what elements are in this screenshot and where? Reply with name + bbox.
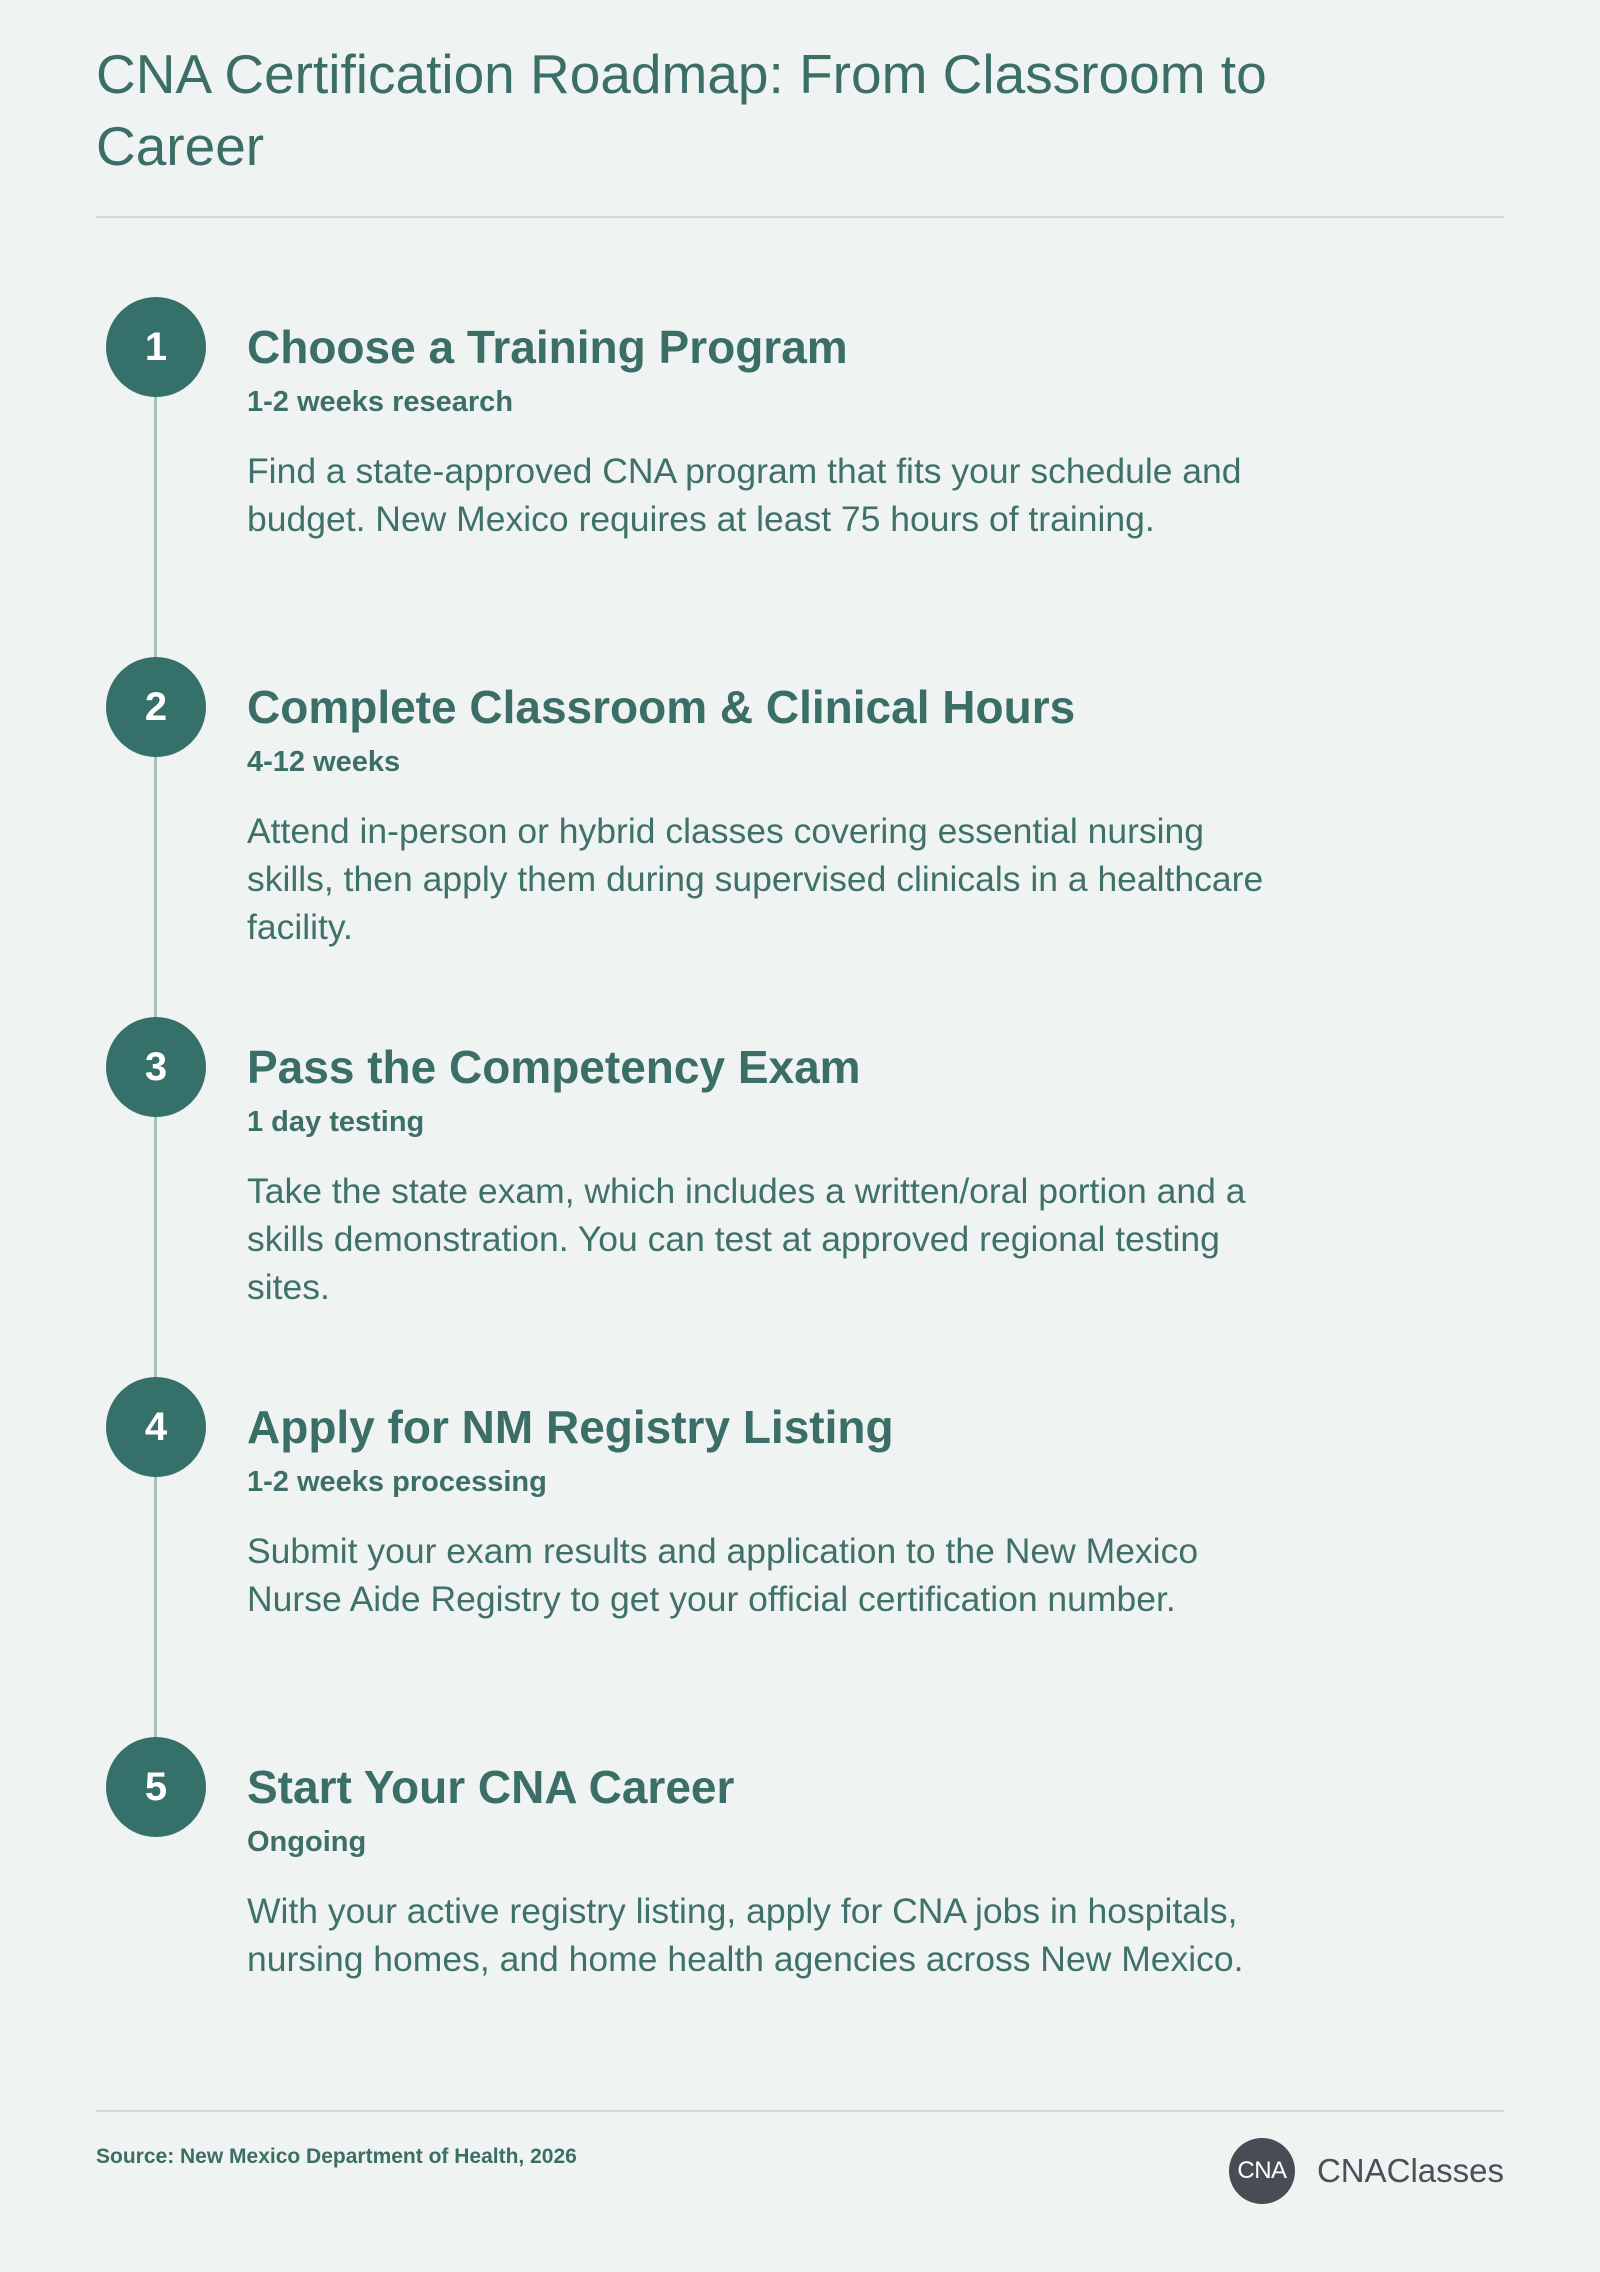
step-number-badge: 4 <box>106 1377 206 1477</box>
step-title: Complete Classroom & Clinical Hours <box>247 681 1076 733</box>
page-title: CNA Certification Roadmap: From Classroom to Career <box>96 43 1267 177</box>
source-citation: Source: New Mexico Department of Health, 2026 <box>96 2145 577 2168</box>
step-number-badge: 1 <box>106 297 206 397</box>
step-number-badge: 5 <box>106 1737 206 1837</box>
step-description: Attend in-person or hybrid classes covering essential nursing skills, then apply them during supervised clinicals in a healthcare facility. <box>247 811 1264 947</box>
step-duration: 4-12 weeks <box>247 746 401 778</box>
footer-divider <box>96 2110 1504 2112</box>
step-duration: 1-2 weeks processing <box>247 1466 547 1498</box>
step-title: Pass the Competency Exam <box>247 1041 861 1093</box>
step-description: Take the state exam, which includes a written/oral portion and a skills demonstration. You can test at approved regional testing sites. <box>247 1171 1246 1307</box>
step-duration: 1 day testing <box>247 1106 425 1138</box>
step-duration: 1-2 weeks research <box>247 386 514 418</box>
step-description: Find a state-approved CNA program that fits your schedule and budget. New Mexico requires at least 75 hours of training. <box>247 451 1242 539</box>
brand-name: CNAClasses <box>1316 2152 1504 2189</box>
step-title: Apply for NM Registry Listing <box>247 1401 894 1453</box>
step-title: Start Your CNA Career <box>247 1761 735 1813</box>
step-description: With your active registry listing, apply for CNA jobs in hospitals, nursing homes, and home health agencies across New Mexico. <box>247 1891 1244 1979</box>
header-divider <box>96 216 1504 218</box>
step-description: Submit your exam results and application to the New Mexico Nurse Aide Registry to get your official certification number. <box>247 1531 1199 1619</box>
step-duration: Ongoing <box>247 1826 367 1858</box>
step-title: Choose a Training Program <box>247 321 848 373</box>
step-number-badge: 2 <box>106 657 206 757</box>
brand-logo <box>1229 2138 1504 2204</box>
step-number-badge: 3 <box>106 1017 206 1117</box>
brand-logo-mark: CNA <box>1229 2138 1295 2204</box>
